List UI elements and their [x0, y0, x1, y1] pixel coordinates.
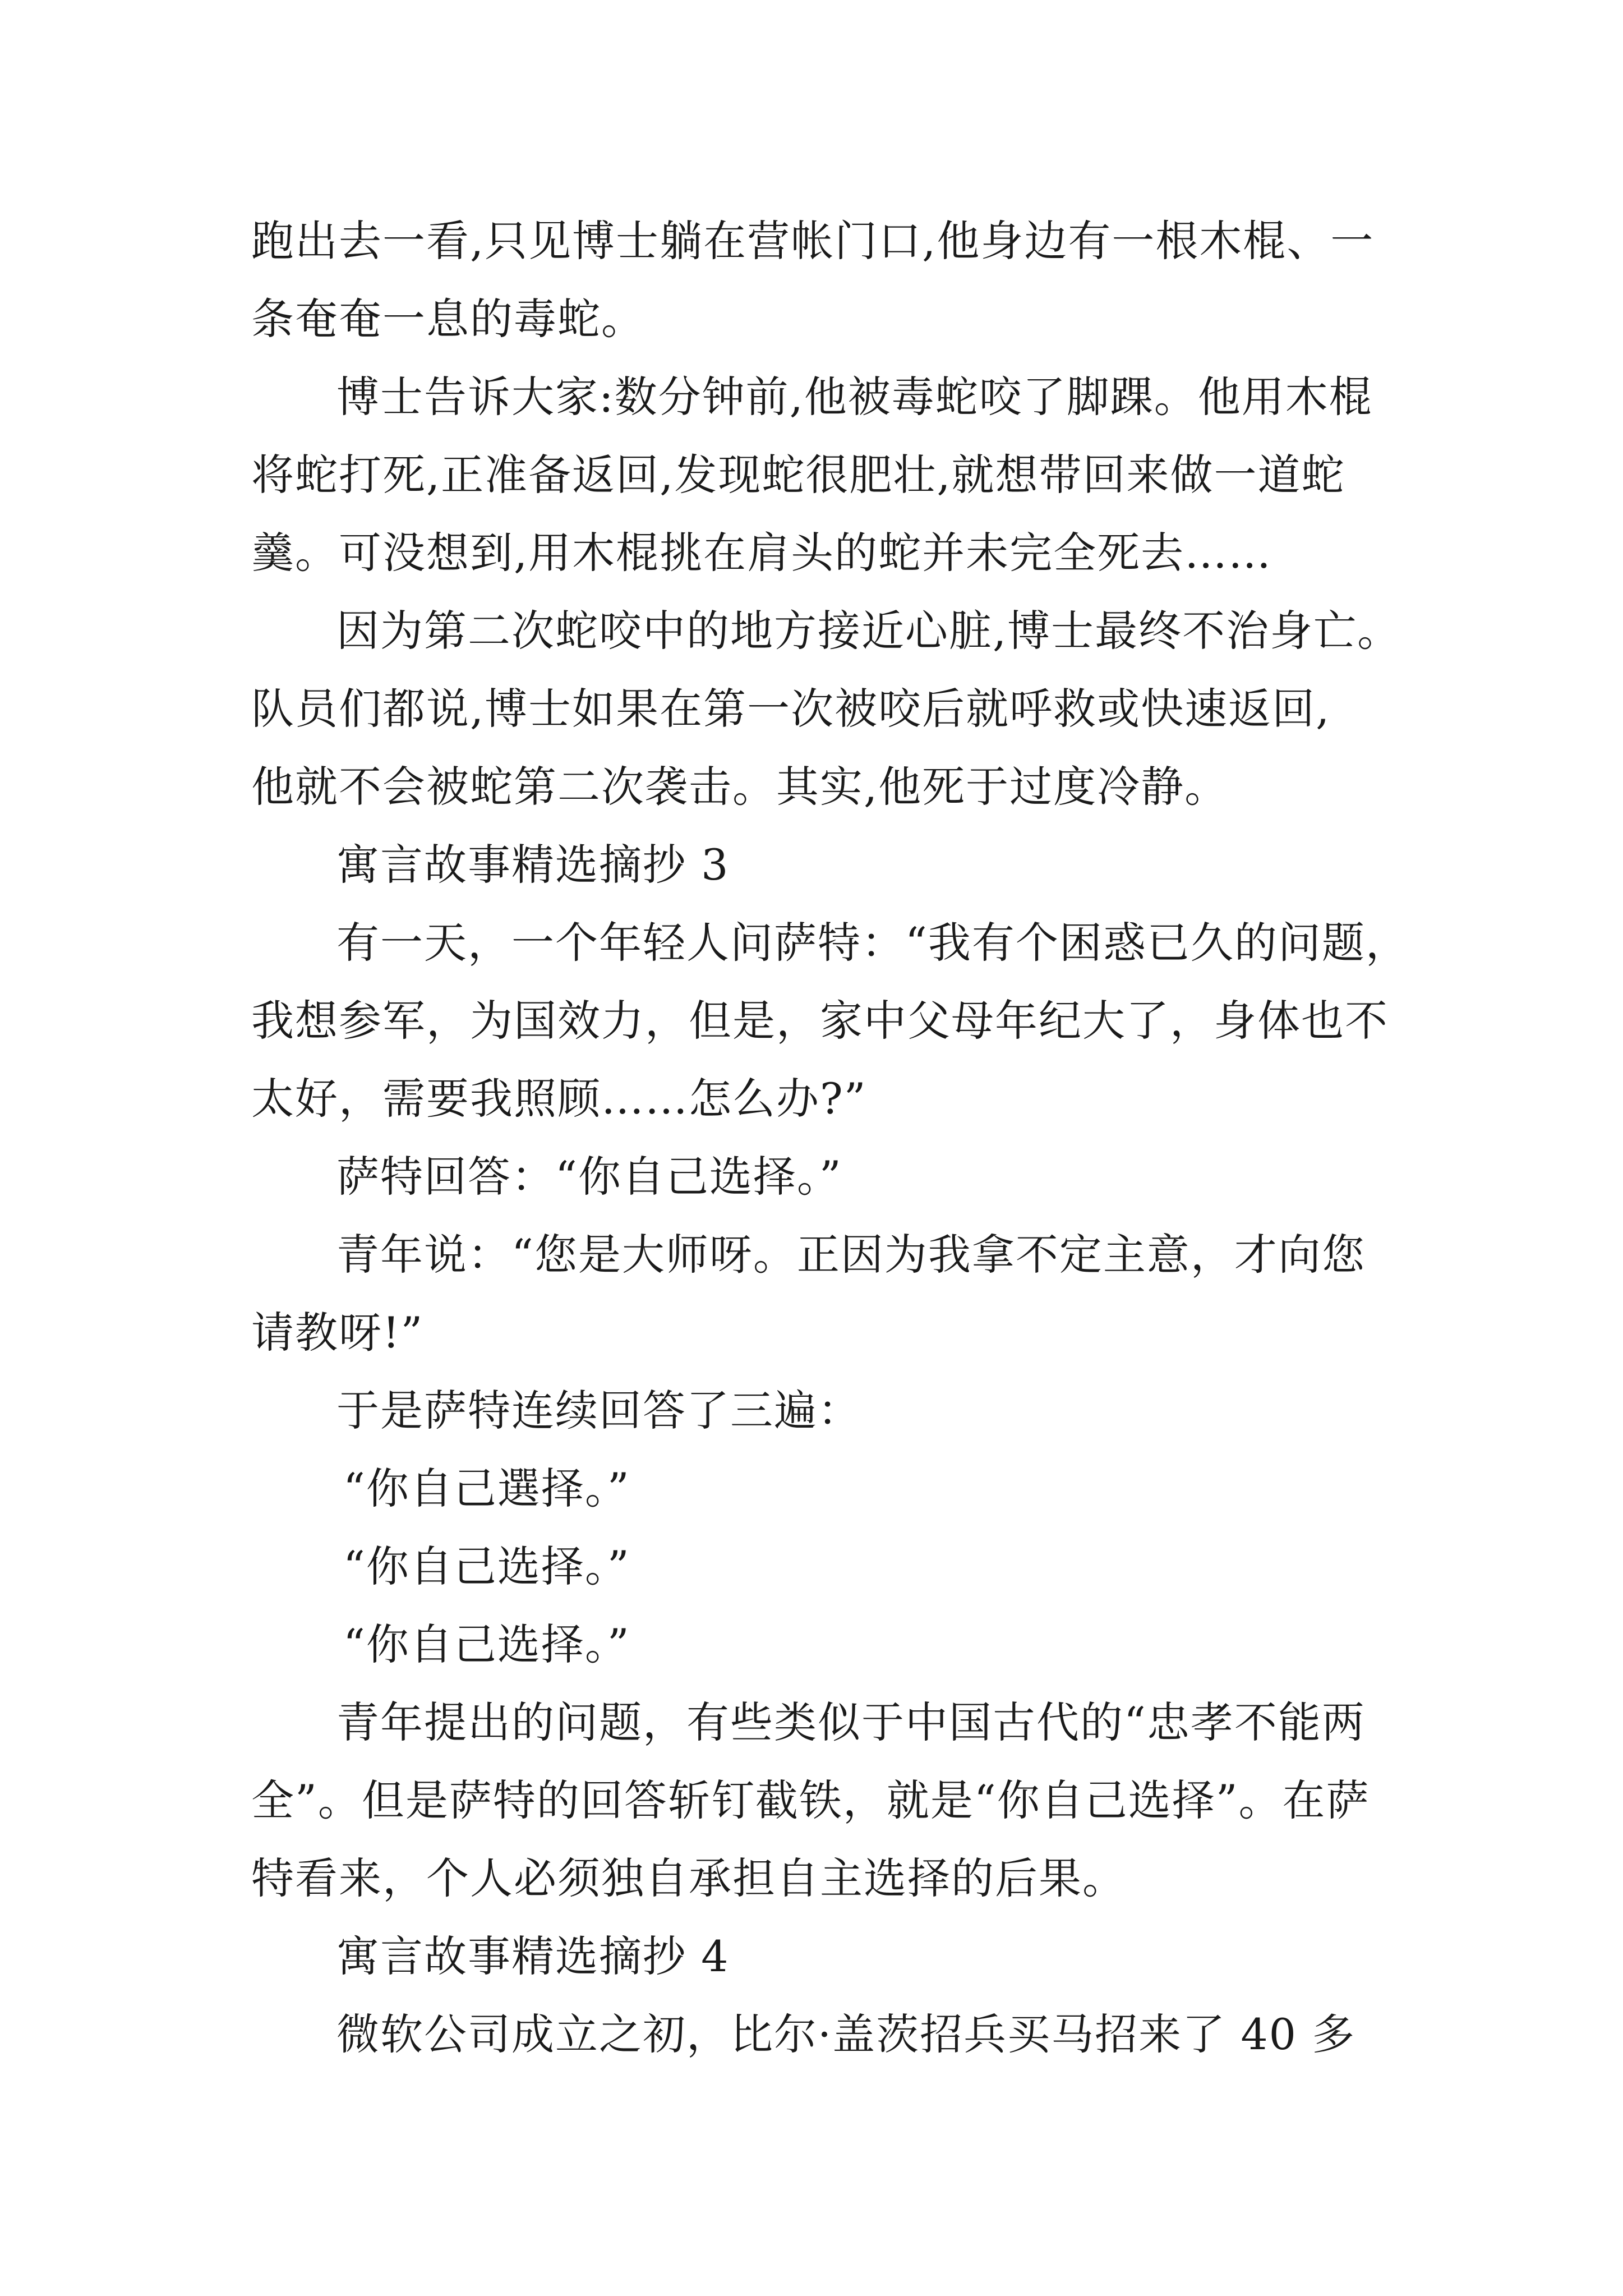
text-line: 羹。可没想到,用木棍挑在肩头的蛇并未完全死去…… [251, 528, 1272, 578]
quote-line: “你自己选择。” [343, 1619, 630, 1669]
paragraph-start-line: 青年提出的问题，有些类似于中国古代的“忠孝不能两 [336, 1697, 1366, 1747]
text-line: 队员们都说,博士如果在第一次被咬后就呼救或快速返回, [251, 684, 1331, 734]
text-line: 我想参军，为国效力，但是，家中父母年纪大了，身体也不 [251, 996, 1389, 1046]
text-line: 将蛇打死,正准备返回,发现蛇很肥壮,就想带回来做一道蛇 [251, 450, 1345, 500]
text-line: 请教呀!” [251, 1308, 424, 1358]
text-line: 全”。但是萨特的回答斩钉截铁，就是“你自己选择”。在萨 [251, 1775, 1370, 1825]
text-line: 条奄奄一息的毒蛇。 [251, 294, 645, 344]
text-line: 跑出去一看,只见博士躺在营帐门口,他身边有一根木棍、一 [251, 216, 1375, 266]
paragraph-start-line: 因为第二次蛇咬中的地方接近心脏,博士最终不治身亡。 [336, 606, 1401, 656]
text-line: 太好，需要我照顾……怎么办?” [251, 1074, 867, 1124]
quote-line: “你自己选择。” [343, 1542, 630, 1591]
paragraph-start-line: 萨特回答：“你自己选择。” [336, 1152, 842, 1202]
paragraph-start-line: 于是萨特连续回答了三遍： [336, 1386, 861, 1435]
paragraph-start-line: 有一天，一个年轻人问萨特：“我有个困惑已久的问题， [336, 918, 1409, 968]
text-line: 特看来，个人必须独自承担自主选择的后果。 [251, 1853, 1126, 1903]
paragraph-start-line: 博士告诉大家:数分钟前,他被毒蛇咬了脚踝。他用木棍 [336, 372, 1373, 422]
section-heading: 寓言故事精选摘抄 4 [336, 1931, 730, 1981]
quote-line: “你自己選择。” [343, 1464, 630, 1513]
paragraph-start-line: 微软公司成立之初，比尔·盖茨招兵买马招来了 40 多 [336, 2009, 1356, 2059]
text-line: 他就不会被蛇第二次袭击。其实,他死于过度冷静。 [251, 762, 1229, 812]
paragraph-start-line: 青年说：“您是大师呀。正因为我拿不定主意，才向您 [336, 1230, 1366, 1280]
section-heading: 寓言故事精选摘抄 3 [336, 840, 730, 890]
